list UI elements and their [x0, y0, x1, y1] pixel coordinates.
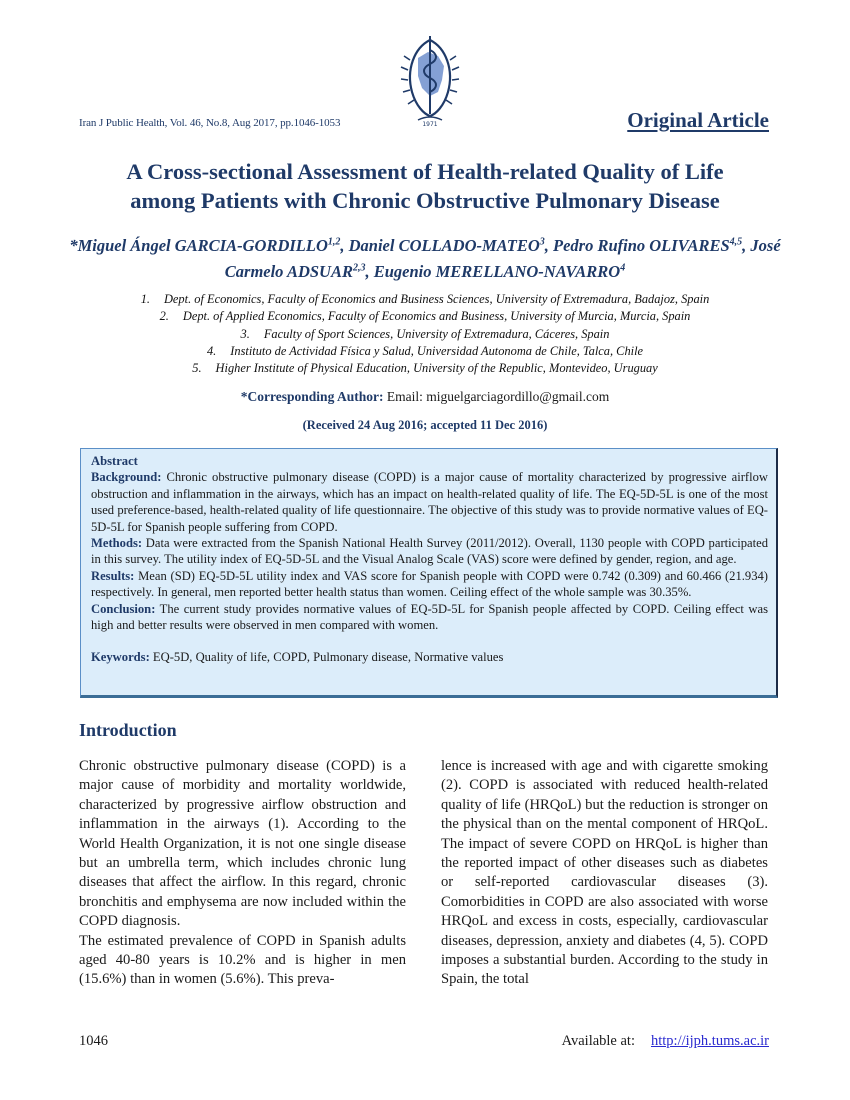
- journal-url-link[interactable]: http://ijph.tums.ac.ir: [650, 1033, 769, 1049]
- footer-availability: [562, 1033, 769, 1050]
- abstract-keywords: Keywords: EQ-5D, Quality of life, COPD, Pulmonary disease, Normative values: [91, 650, 504, 665]
- author: Daniel COLLADO-MATEO$^3$,: [348, 235, 553, 255]
- corresponding-label: *Corresponding Author:: [240, 389, 384, 404]
- abstract-background: Background: Chronic obstructive pulmonary disease (COPD) is a major cause of mortality characterized by progressive airflow obstruction and inflammation in the airways, which has an impact on health-related quality of life. The EQ-5D-5L is one of the most used preference-based, health-related quality of life questionnaire. The objective of this study was to provide normative values of EQ-5D-5L for Spanish people suffering from COPD.: [91, 470, 768, 534]
- body-column-left: [79, 757, 406, 990]
- article-type-label: Original Article: [627, 108, 769, 132]
- affiliation-item: 3. Faculty of Sport Sciences, University of Extremadura, Cáceres, Spain: [240, 326, 610, 341]
- author: Eugenio MERELLANO-NAVARRO$^4$: [373, 262, 626, 281]
- author: Pedro Rufino OLIVARES$^{4,5}$,: [553, 235, 751, 255]
- affiliation-list: [60, 291, 790, 377]
- affiliation-item: 4. Instituto de Actividad Física y Salud, Universidad Autonoma de Chile, Talca, Chile: [206, 343, 644, 358]
- author: José Carmelo ADSUAR$^{2,3}$,: [224, 235, 781, 281]
- body-paragraph: Chronic obstructive pulmonary disease (COPD) is a major cause of morbidity and mortality worldwide, characterized by progressive airflow obstruction and inflammation in the airways (1). According to the World Health Organization, it is not one single disease but an umbrella term, which includes chronic lung diseases that affect the airflow. In this regard, chronic bronchitis and emphysema are now included within the COPD diagnosis.: [79, 758, 406, 930]
- body-paragraph: The estimated prevalence of COPD in Spanish adults aged 40-80 years is 10.2% and is higher in men (15.6%) than in women (5.6%). This preva-: [79, 932, 406, 988]
- abstract-box: [80, 448, 778, 698]
- abstract-methods: Methods: Data were extracted from the Spanish National Health Survey (2011/2012). Overall, 1130 people with COPD participated in this survey. The utility index of EQ-5D-5L and the Visual Analog Scale (VAS) score were defined by gender, region, and age.: [91, 536, 768, 567]
- journal-reference: Iran J Public Health, Vol. 46, No.8, Aug 2017, pp.1046-1053: [79, 117, 341, 129]
- svg-text:1971: 1971: [422, 121, 438, 128]
- affiliation-item: 2. Dept. of Applied Economics, Faculty of Economics and Business, University of Murcia, Murcia, Spain: [159, 309, 691, 324]
- affiliation-item: 5. Higher Institute of Physical Education, University of the Republic, Montevideo, Uruguay: [192, 361, 658, 376]
- received-dates: (Received 24 Aug 2016; accepted 11 Dec 2016): [302, 418, 548, 432]
- corresponding-email: Email: miguelgarciagordillo@gmail.com: [383, 389, 610, 404]
- abstract-results: Results: Mean (SD) EQ-5D-5L utility index and VAS score for Spanish people with COPD were 0.742 (0.309) and 60.466 (21.934) respectively. In general, men reported better health status than women. Ceiling effect of the whole sample was 30.35%.: [91, 568, 768, 600]
- abstract-heading: Abstract: [91, 454, 138, 468]
- author: *Miguel Ángel GARCIA-GORDILLO$^{1,2}$,: [69, 235, 349, 255]
- page-number: 1046: [79, 1033, 108, 1049]
- affiliation-item: 1. Dept. of Economics, Faculty of Economics and Business Sciences, University of Extremadura, Badajoz, Spain: [140, 292, 710, 306]
- paper-title: [60, 157, 790, 215]
- available-label: Available at:: [561, 1033, 635, 1049]
- section-heading-introduction: Introduction: [79, 720, 177, 740]
- abstract-conclusion: Conclusion: The current study provides normative values of EQ-5D-5L for Spanish people affected by COPD. Ceiling effect was high and better results were observed in men compared with women.: [91, 601, 768, 633]
- journal-emblem-icon: [392, 30, 468, 130]
- corresponding-author: [60, 389, 790, 405]
- body-column-right: [441, 757, 768, 990]
- title-line: among Patients with Chronic Obstructive Pulmonary Disease: [130, 188, 720, 213]
- title-line: A Cross-sectional Assessment of Health-related Quality of Life: [126, 159, 724, 184]
- author-list: [60, 230, 790, 283]
- body-paragraph: lence is increased with age and with cigarette smoking (2). COPD is associated with reduced health-related quality of life (HRQoL) but the reduction is stronger on the physical than on the mental component of HRQoL. The impact of severe COPD on HRQoL is higher than the reported impact of other diseases such as diabetes or self-reported cardiovascular diseases (3). Comorbidities in COPD are also associated with worse HRQoL and excess in costs, especially, cardiovascular diseases, depression, anxiety and diabetes (4, 5). COPD imposes a substantial burden. According to the study in Spain, the total: [441, 758, 768, 988]
